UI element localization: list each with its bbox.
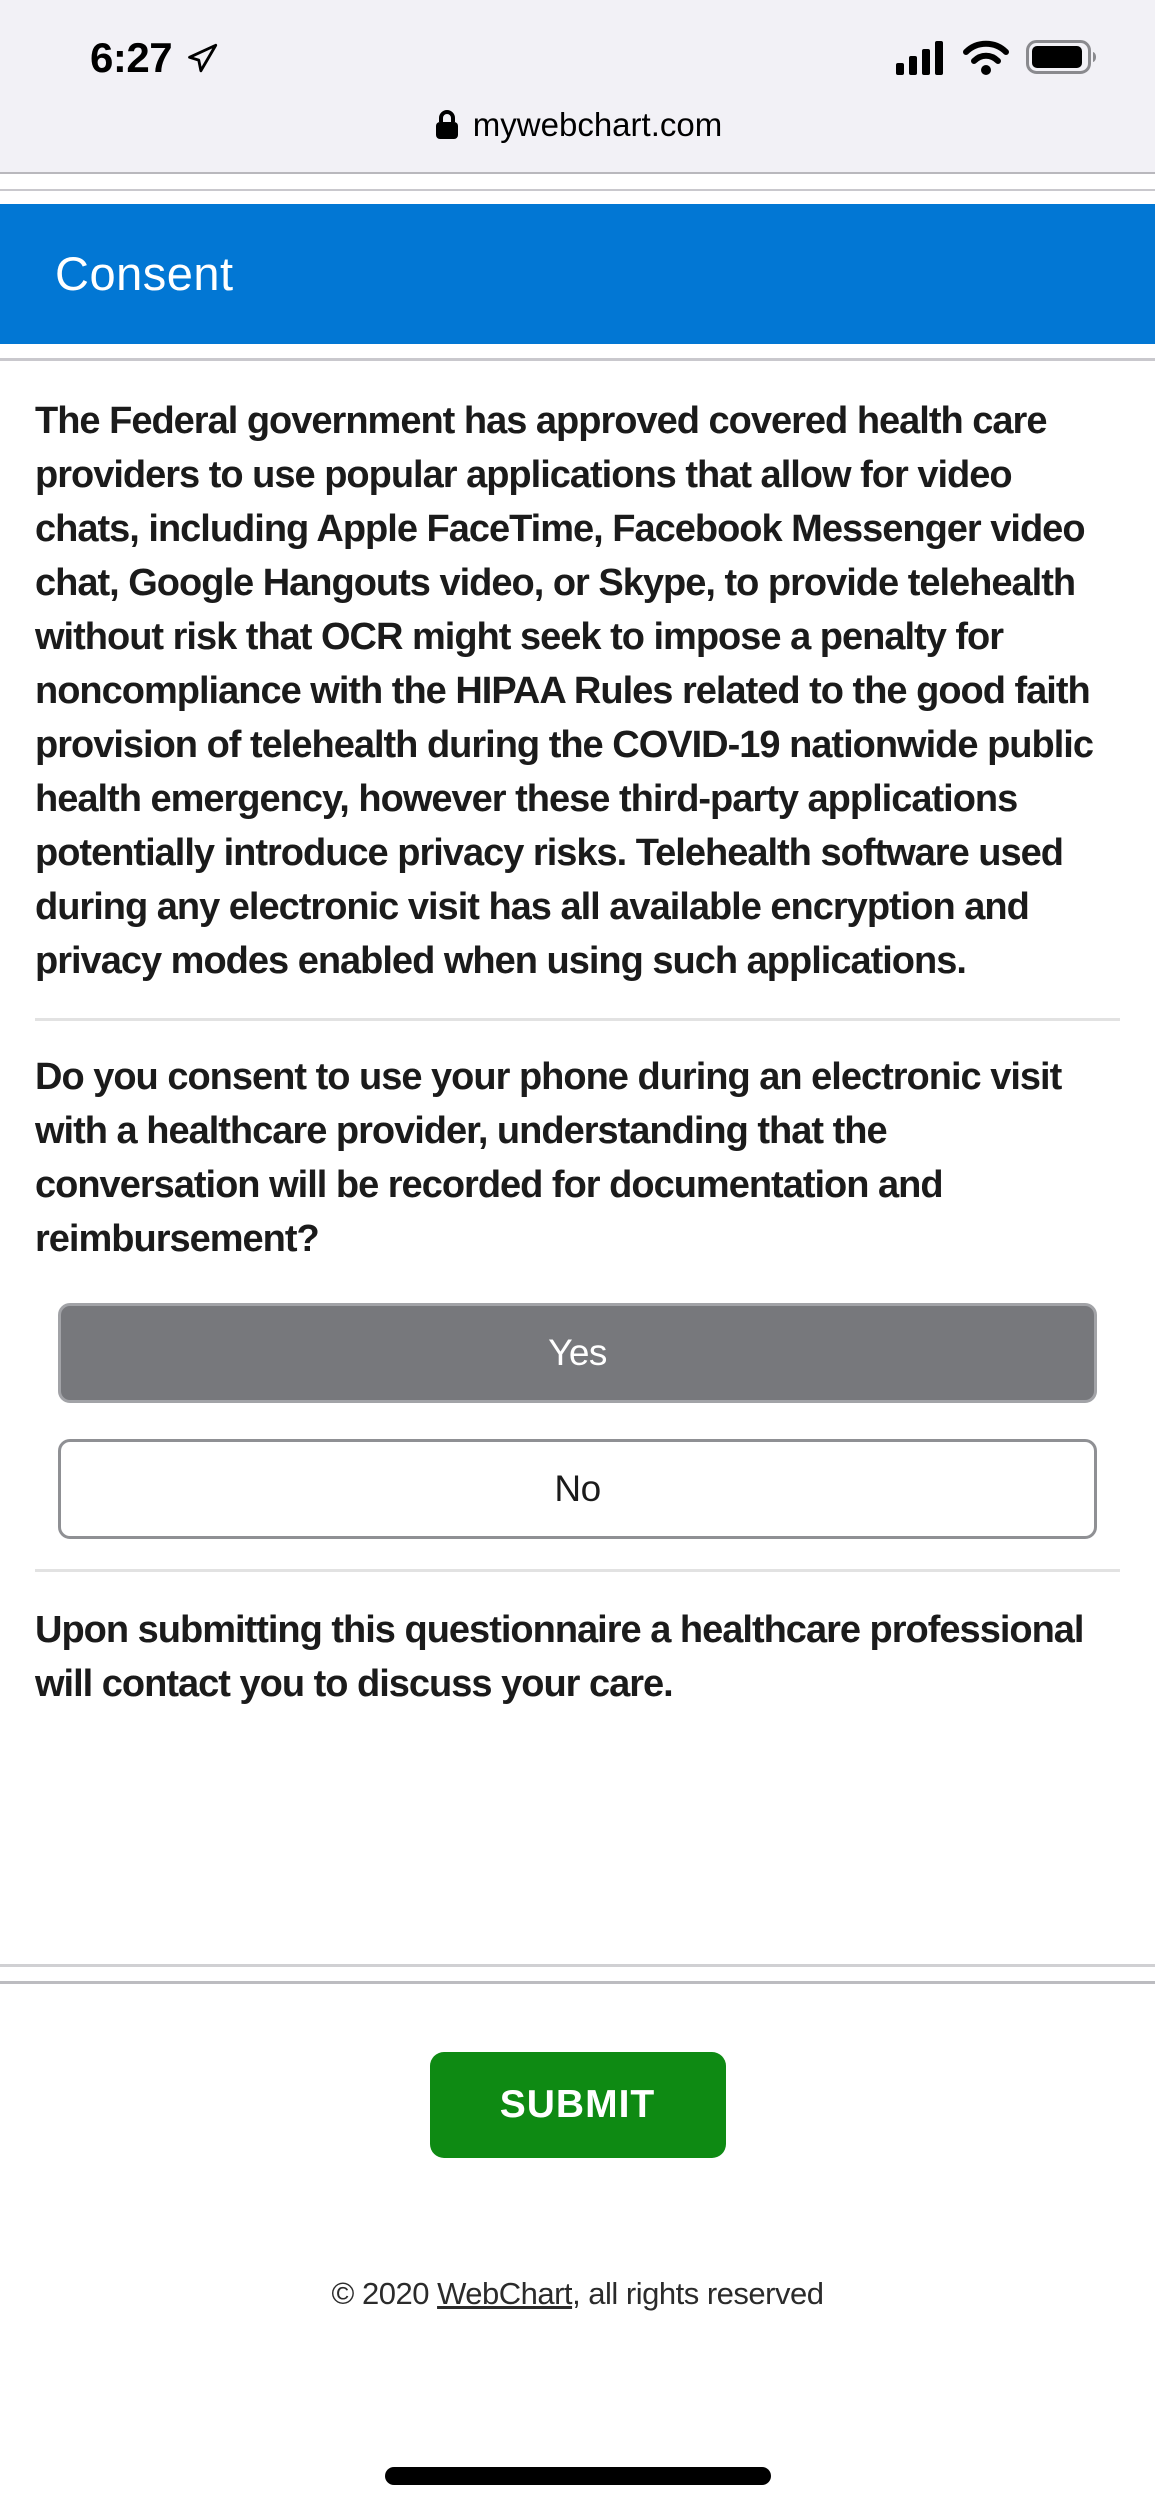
footer-divider <box>0 1964 1155 1984</box>
option-yes-button[interactable]: Yes <box>58 1303 1097 1403</box>
url-domain: mywebchart.com <box>472 106 723 143</box>
footer <box>0 1984 1155 2312</box>
consent-question: Do you consent to use your phone during an electronic visit with a healthcare provider, understanding that the conversation will be recorded for documentation and reimbursement? <box>35 1056 1062 1261</box>
chrome-page-gap <box>0 174 1155 191</box>
status-bar <box>0 0 1155 94</box>
header-divider <box>0 344 1155 361</box>
copyright-prefix: © 2020 <box>331 2276 438 2312</box>
section-divider <box>35 1018 1120 1021</box>
content-bottom-space <box>0 1712 1155 1964</box>
section-divider <box>35 1569 1120 1572</box>
battery-icon <box>1026 40 1100 76</box>
home-indicator[interactable] <box>385 2467 771 2485</box>
copyright-text <box>0 2276 1155 2312</box>
lock-icon <box>433 109 461 141</box>
consent-form <box>0 361 1155 1712</box>
wifi-icon <box>962 40 1010 76</box>
cellular-signal-icon <box>896 41 946 75</box>
submit-note: Upon submitting this questionnaire a healthcare professional will contact you to discuss your care. <box>35 1609 1084 1706</box>
webchart-link[interactable]: WebChart <box>437 2276 573 2312</box>
option-no-button[interactable]: No <box>58 1439 1097 1539</box>
page-top-gap <box>0 191 1155 204</box>
browser-chrome <box>0 0 1155 174</box>
status-time: 6:27 <box>90 34 173 81</box>
copyright-suffix: , all rights reserved <box>572 2276 824 2312</box>
page-title: Consent <box>0 204 1155 344</box>
submit-button[interactable]: SUBMIT <box>430 2052 726 2158</box>
location-arrow-icon <box>186 41 220 75</box>
consent-paragraph: The Federal government has approved covered health care providers to use popular applications that allow for video chats, including Apple FaceTime, Facebook Messenger video chat, Google Hangouts video, or Skype, to provide telehealth without risk that OCR might seek to impose a penalty for noncompliance with the HIPAA Rules related to the good faith provision of telehealth during the COVID-19 nationwide public health emergency, however these third-party applications potentially introduce privacy risks. Telehealth software used during any electronic visit has all available encryption and privacy modes enabled when using such applications. <box>35 400 1093 982</box>
url-bar[interactable] <box>0 94 1155 156</box>
